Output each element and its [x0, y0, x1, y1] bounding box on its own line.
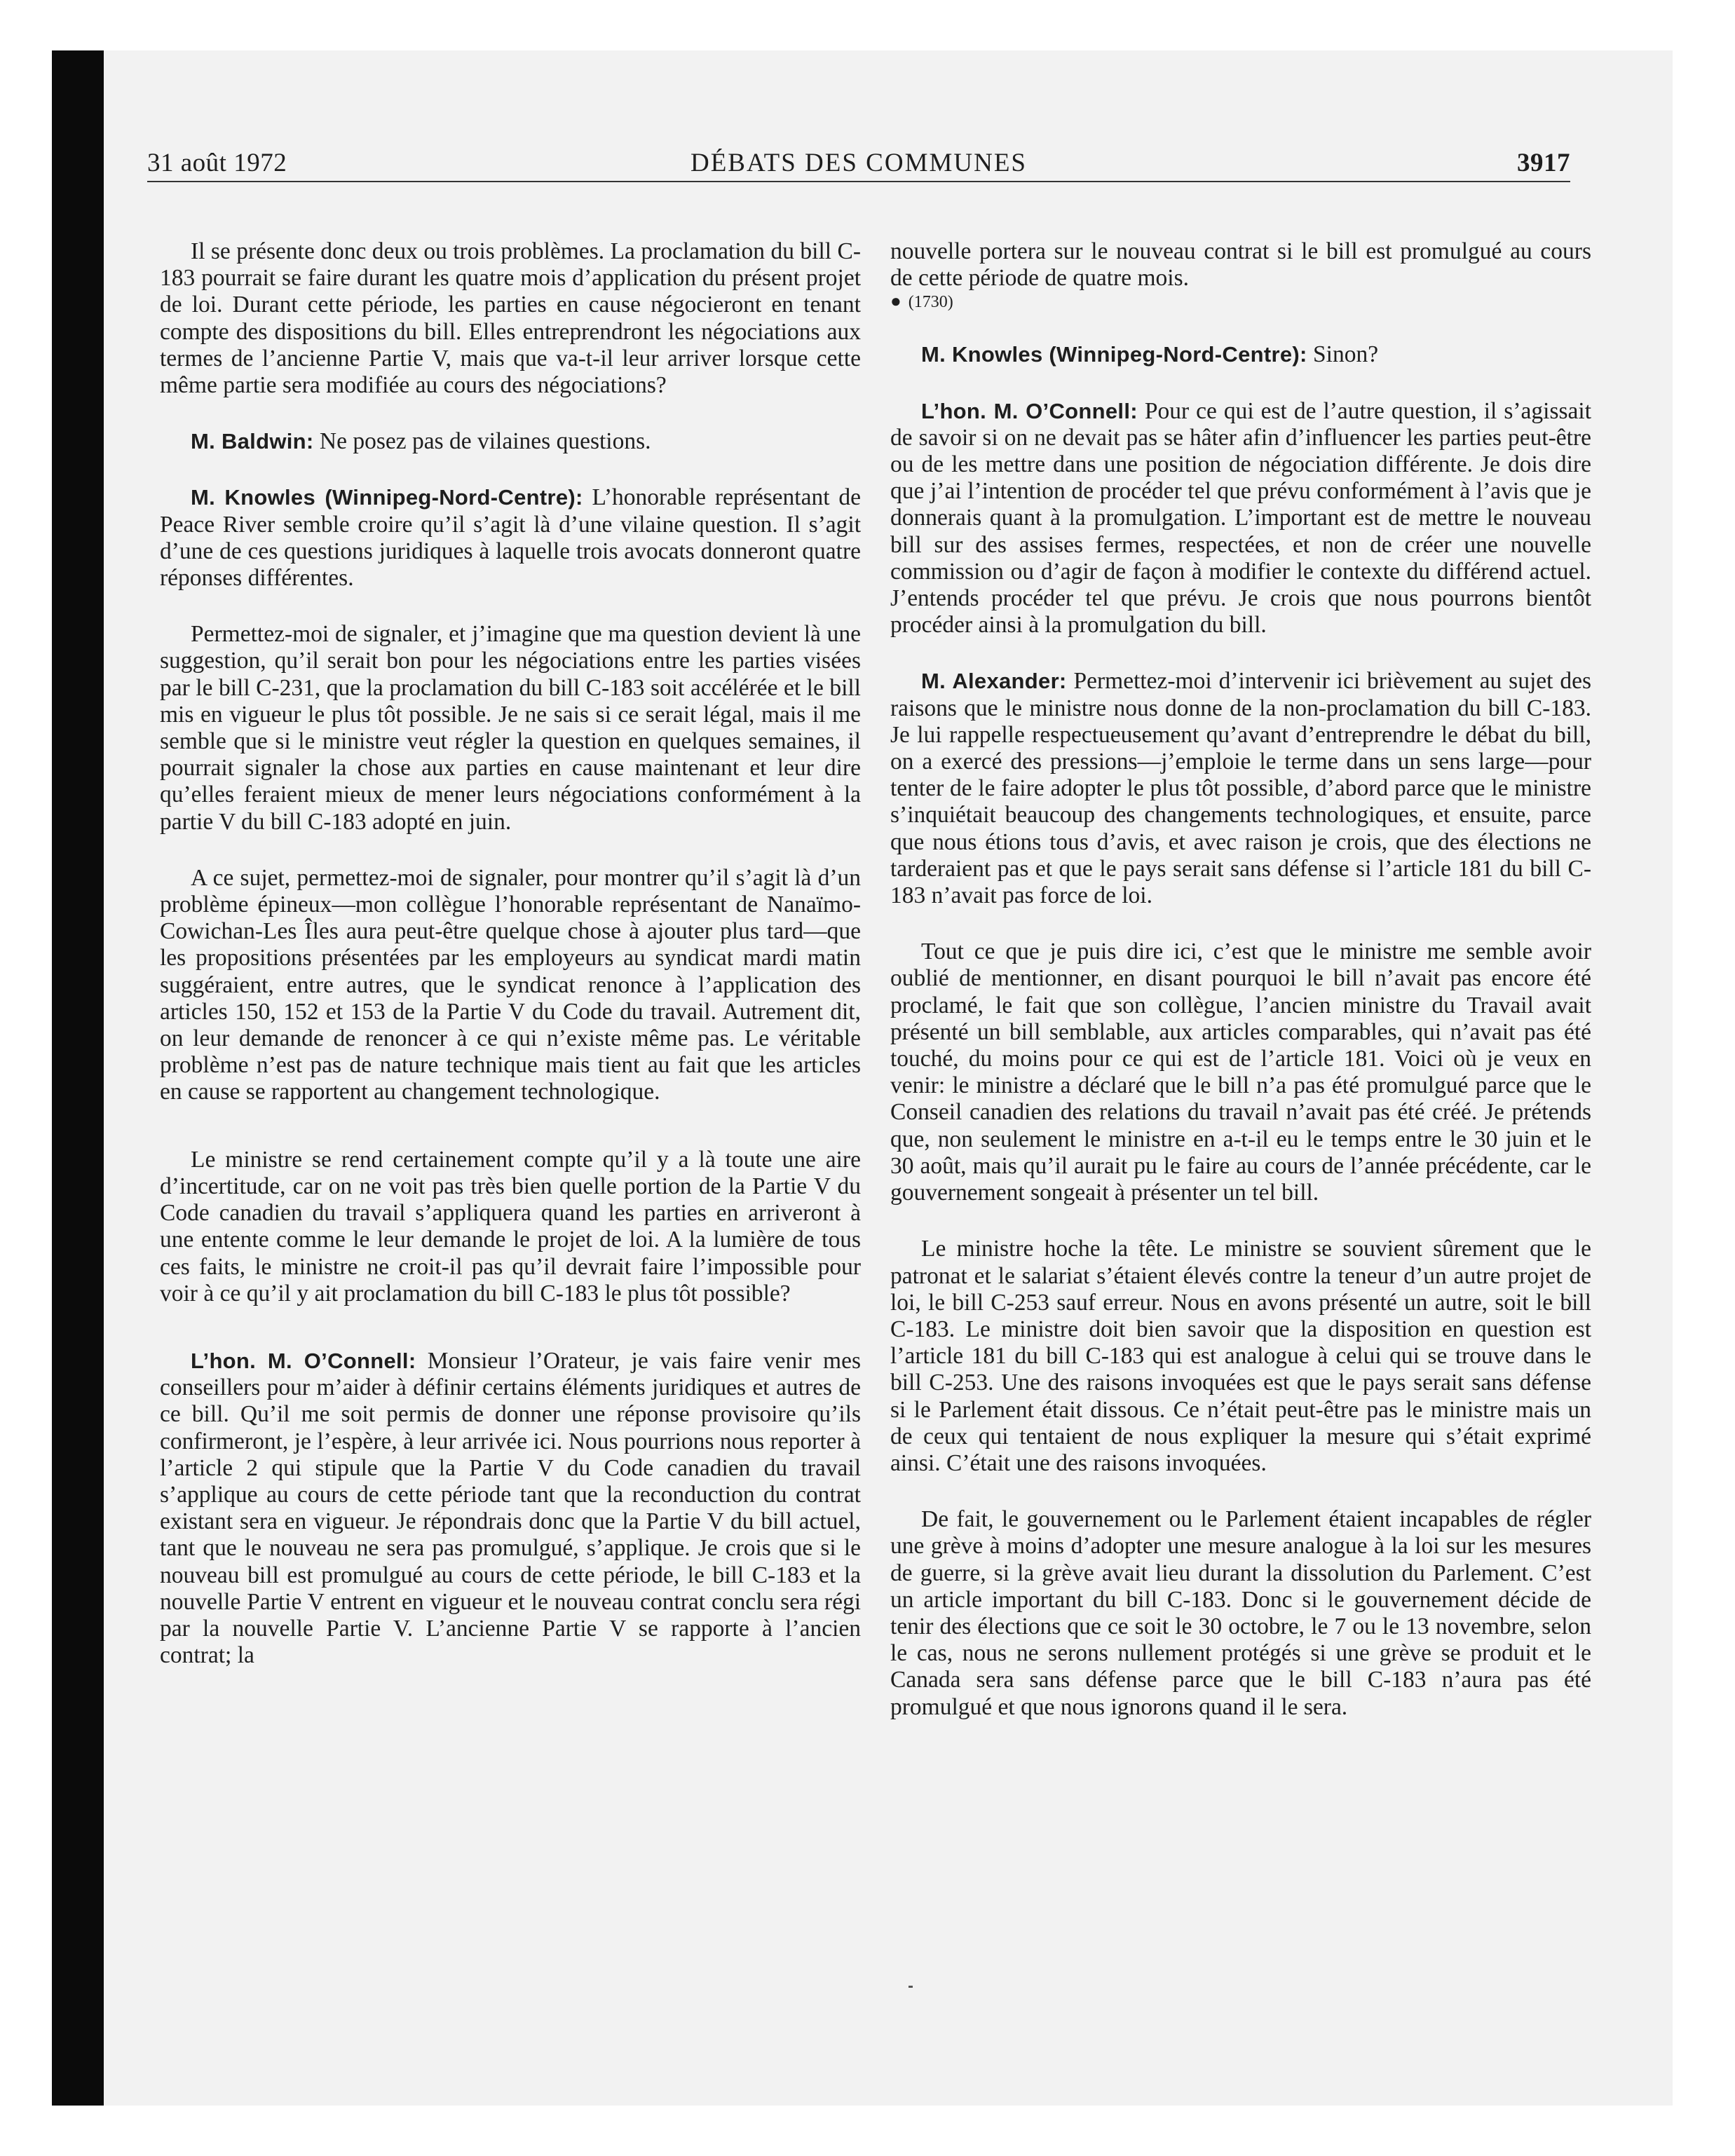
- paragraph: Le ministre se rend certainement compte qu’il y a là toute une aire d’incertitude, car on ne voit pas très bien quelle portion de la Partie V du Code canadien du travail s’appliquera quand les parties en arriveront à une entente comme le leur demande le projet de loi. A la lumière de tous ces faits, le ministre ne croit-il pas qu’il devrait faire l’impossible pour voir à ce qu’il y ait proclamation du bill C-183 le plus tôt possible?: [160, 1146, 861, 1306]
- right-column: [890, 238, 1591, 1721]
- page-header: [147, 140, 1570, 182]
- paragraph: A ce sujet, permettez-moi de signaler, pour montrer qu’il s’agit là d’un problème épineux—mon collègue l’honorable représentant de Nanaïmo-Cowichan-Les Îles aura peut-être quelque chose à ajouter plus tard—que les propositions présentées par les employeurs au syndicat mardi matin suggéraient, entre autres, que le syndicat renonce à l’application des articles 150, 152 et 153 de la Partie V du Code du travail. Autrement dit, on leur demande de renoncer à ce qui n’existe même pas. Le véritable problème n’est pas de nature technique mais tient au fait que les articles en cause se rapportent au changement technologique.: [160, 864, 861, 1105]
- stray-mark: [909, 1986, 913, 1988]
- time-marker: ● (1730): [890, 291, 953, 312]
- left-column: [160, 238, 861, 1669]
- paragraph: M. Knowles (Winnipeg-Nord-Centre): L’honorable représentant de Peace River semble croire qu’il s’agit là d’une vilaine question. Il s’agit d’une de ces questions juridiques à laquelle trois avocats donneront quatre réponses différentes.: [160, 484, 861, 592]
- paragraph: Le ministre hoche la tête. Le ministre se souvient sûrement que le patronat et le salariat s’étaient élevés contre la teneur d’un autre projet de loi, le bill C-253 sauf erreur. Nous en avons présenté un autre, soit le bill C-183. Le ministre doit bien savoir que la disposition en question est l’article 181 du bill C-183 qui est analogue à celui qui se trouve dans le bill C-253. Une des raisons invoquées est que le pays serait sans défense si le Parlement était dissous. Ce n’était peut-être pas le ministre mais un de ceux qui tentaient de nous expliquer la mesure qui s’était exprimé ainsi. C’était une des raisons invoquées.: [890, 1236, 1591, 1476]
- paragraph: De fait, le gouvernement ou le Parlement étaient incapables de régler une grève à moins d’adopter une mesure analogue à la loi sur les mesures de guerre, si la grève avait lieu durant la dissolution du Parlement. C’est un article important du bill C-183. Donc si le gouvernement décide de tenir des élections que ce soit le 30 octobre, le 7 ou le 13 novembre, selon le cas, nous ne serons nullement protégés si une grève se produit et le Canada sera sans défense parce que le bill C-183 n’aura pas été promulgué et que nous ignorons quand il le sera.: [890, 1506, 1591, 1720]
- paragraph: Tout ce que je puis dire ici, c’est que le ministre me semble avoir oublié de mentionner, en disant pourquoi le bill n’avait pas encore été proclamé, le fait que son collègue, l’ancien ministre du Travail avait présenté un bill semblable, aux articles comparables, qui n’avait pas été touché, du moins pour ce qui est de l’article 181. Voici où je veux en venir: le ministre a déclaré que le bill n’a pas été promulgué parce que le Conseil canadien des relations du travail n’avait pas été créé. Je prétends que, non seulement le ministre en a-t-il eu le temps entre le 30 juin et le 30 août, mais qu’il aurait pu le faire au cours de l’année précédente, car le gouvernement songeait à présenter un tel bill.: [890, 939, 1591, 1206]
- header-title: DÉBATS DES COMMUNES: [690, 149, 1027, 177]
- paragraph: Permettez-moi de signaler, et j’imagine que ma question devient là une suggestion, qu’il serait bon pour les négociations entre les parties visées par le bill C-231, que la proclamation du bill C-183 soit accélérée et le bill mis en vigueur le plus tôt possible. Je ne sais si ce serait légal, mais il me semble que si le ministre veut régler la question en quelques semaines, il pourrait signaler la chose aux parties en cause maintenant et leur dire qu’elles feraient mieux de mener leurs négociations conformément à la partie V du bill C-183 adopté en juin.: [160, 621, 861, 835]
- speaker-name: M. Knowles (Winnipeg-Nord-Centre):: [921, 342, 1307, 367]
- speaker-name: M. Alexander:: [921, 669, 1067, 694]
- paragraph: M. Alexander: Permettez-moi d’intervenir ici brièvement au sujet des raisons que le ministre nous donne de la non-proclamation du bill C-183. Je lui rappelle respectueusement qu’avant d’entreprendre le débat du bill, on a exercé des pressions—j’emploie le terme dans un sens large—pour tenter de le faire adopter le plus tôt possible, d’abord parce que le ministre s’inquiétait beaucoup des changements technologiques, et ensuite, parce que nous étions tous d’avis, et avec raison je crois, que des élections ne tarderaient pas et que le pays serait sans défense si l’article 181 du bill C-183 n’avait pas force de loi.: [890, 668, 1592, 909]
- page-number: 3917: [1517, 149, 1570, 177]
- speaker-name: M. Baldwin:: [191, 429, 314, 454]
- paragraph: L’hon. M. O’Connell: Pour ce qui est de l’autre question, il s’agissait de savoir si on ne devait pas se hâter afin d’influencer les parties peut-être ou de les mettre dans une position de négociation différente. Je dois dire que j’ai l’intention de procéder tel que prévu conformément à l’avis que je donnerais quant à la promulgation. L’important est de mettre le nouveau bill sur des assises fermes, respectées, et non de créer une nouvelle commission ou d’agir de façon à modifier le contexte du différend actuel. J’entends procéder tel que prévu. Je crois que nous pourrons bientôt procéder ainsi à la promulgation du bill.: [890, 397, 1592, 639]
- speaker-name: L’hon. M. O’Connell:: [921, 398, 1138, 423]
- paragraph: M. Knowles (Winnipeg-Nord-Centre): Sinon?: [921, 341, 1379, 368]
- paragraph: Il se présente donc deux ou trois problèmes. La proclamation du bill C-183 pourrait se faire durant les quatre mois d’application du présent projet de loi. Durant cette période, les parties en cause négocieront en tenant compte des dispositions du bill. Elles entreprendront les négociations aux termes de l’ancienne Partie V, mais que va-t-il leur arriver lorsque cette même partie sera modifiée au cours des négociations?: [160, 238, 861, 399]
- speaker-name: L’hon. M. O’Connell:: [191, 1348, 416, 1373]
- bullet-icon: ●: [890, 291, 901, 312]
- scan-edge: [52, 50, 104, 2106]
- header-date: 31 août 1972: [147, 149, 287, 177]
- speaker-name: M. Knowles (Winnipeg-Nord-Centre):: [191, 485, 583, 510]
- paragraph-continuation: nouvelle portera sur le nouveau contrat si le bill est promulgué au cours de cette période de quatre mois.: [890, 238, 1591, 292]
- paragraph: L’hon. M. O’Connell: Monsieur l’Orateur, je vais faire venir mes conseillers pour m’aider à définir certains éléments juridiques et autres de ce bill. Qu’il me soit permis de donner une réponse provisoire qu’ils confirmeront, je l’espère, à leur arrivée ici. Nous pourrions nous reporter à l’article 2 qui stipule que la Partie V du Code canadien du travail s’applique au cours de cette période tant que la reconduction du contrat existant sera en vigueur. Je répondrais donc que la Partie V du bill actuel, tant que le nouveau ne sera pas promulgué, s’applique. Je crois que si le nouveau bill est promulgué au cours de cette période, le bill C-183 et la nouvelle Partie V entrent en vigueur et le nouveau contrat conclu sera régi par la nouvelle Partie V. L’ancienne Partie V se rapporte à l’ancien contrat; la: [160, 1347, 861, 1669]
- paragraph: M. Baldwin: Ne posez pas de vilaines questions.: [191, 428, 651, 455]
